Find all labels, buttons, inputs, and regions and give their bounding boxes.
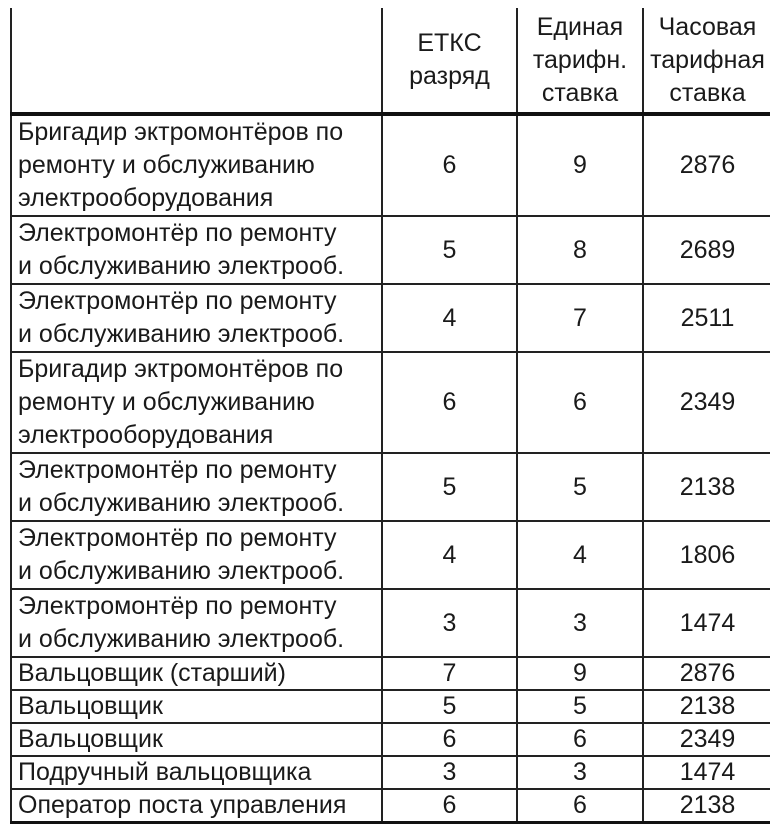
hourly-rate-cell: 2349 <box>643 723 770 756</box>
position-name-cell <box>11 352 382 453</box>
position-name-cell <box>11 114 382 216</box>
table-row <box>11 352 770 453</box>
table-header <box>11 8 770 114</box>
rank-cell: 7 <box>382 657 517 690</box>
position-name-line: электрооборудования <box>18 184 274 212</box>
position-name-line: ремонту и обслуживанию <box>18 151 315 179</box>
table-row <box>11 723 770 756</box>
position-name-cell <box>11 657 382 690</box>
unified-rate-cell: 4 <box>517 521 643 589</box>
position-name-line: Вальцовщик <box>18 692 163 720</box>
table-row <box>11 521 770 589</box>
hourly-rate-cell: 2511 <box>643 284 770 352</box>
rank-cell: 6 <box>382 114 517 216</box>
position-name-line: и обслуживанию электрооб. <box>18 625 345 653</box>
unified-rate-cell: 9 <box>517 114 643 216</box>
table-row <box>11 453 770 521</box>
header-line: ставка <box>541 78 619 107</box>
table-row <box>11 789 770 823</box>
header-line: Единая <box>536 12 624 41</box>
unified-rate-cell: 6 <box>517 789 643 823</box>
position-name-line: Электромонтёр по ремонту <box>18 592 337 620</box>
rank-cell: 3 <box>382 589 517 657</box>
hourly-rate-cell: 1474 <box>643 589 770 657</box>
header-line: Часовая <box>658 12 757 41</box>
hourly-rate-cell: 2876 <box>643 114 770 216</box>
position-name-line: Электромонтёр по ремонту <box>18 456 337 484</box>
hourly-rate-cell: 2138 <box>643 453 770 521</box>
position-name-line: Оператор поста управления <box>18 791 347 819</box>
rank-cell: 6 <box>382 352 517 453</box>
position-name-line: Электромонтёр по ремонту <box>18 287 337 315</box>
position-name-cell <box>11 284 382 352</box>
table-row <box>11 114 770 216</box>
rank-cell: 4 <box>382 521 517 589</box>
header-line: тарифн. <box>532 45 628 74</box>
unified-rate-cell: 5 <box>517 690 643 723</box>
position-name-cell <box>11 789 382 823</box>
hourly-rate-cell: 1474 <box>643 756 770 789</box>
hourly-rate-cell: 1806 <box>643 521 770 589</box>
header-line: тарифная <box>650 45 765 74</box>
rank-cell: 4 <box>382 284 517 352</box>
table-body <box>11 114 770 823</box>
header-hourly-rate <box>643 8 770 114</box>
unified-rate-cell: 6 <box>517 352 643 453</box>
position-name-line: Вальцовщик (старший) <box>18 659 286 687</box>
rank-cell: 6 <box>382 789 517 823</box>
table-row <box>11 690 770 723</box>
position-name-line: Подручный вальцовщика <box>18 758 312 786</box>
position-name-cell <box>11 756 382 789</box>
unified-rate-cell: 7 <box>517 284 643 352</box>
rank-cell: 3 <box>382 756 517 789</box>
position-name-line: Вальцовщик <box>18 725 163 753</box>
unified-rate-cell: 5 <box>517 453 643 521</box>
header-etks-rank <box>382 8 517 114</box>
position-name-cell <box>11 521 382 589</box>
header-line: разряд <box>409 62 490 90</box>
hourly-rate-cell: 2349 <box>643 352 770 453</box>
rank-cell: 5 <box>382 216 517 284</box>
position-name-line: электрооборудования <box>18 421 274 449</box>
position-name-cell <box>11 453 382 521</box>
table-row <box>11 216 770 284</box>
position-name-line: Бригадир эктромонтёров по <box>18 118 344 146</box>
position-name-line: и обслуживанию электрооб. <box>18 557 345 585</box>
table-row <box>11 756 770 789</box>
position-name-cell <box>11 589 382 657</box>
unified-rate-cell: 6 <box>517 723 643 756</box>
position-name-line: ремонту и обслуживанию <box>18 388 315 416</box>
header-line: ставка <box>669 78 746 107</box>
hourly-rate-cell: 2689 <box>643 216 770 284</box>
hourly-rate-cell: 2876 <box>643 657 770 690</box>
unified-rate-cell: 9 <box>517 657 643 690</box>
header-empty-cell <box>11 8 382 114</box>
header-line: ЕТКС <box>417 29 482 57</box>
hourly-rate-cell: 2138 <box>643 789 770 823</box>
rank-cell: 6 <box>382 723 517 756</box>
table-row <box>11 589 770 657</box>
rank-cell: 5 <box>382 690 517 723</box>
position-name-cell <box>11 723 382 756</box>
position-name-line: и обслуживанию электрооб. <box>18 489 345 517</box>
position-name-line: и обслуживанию электрооб. <box>18 320 345 348</box>
unified-rate-cell: 8 <box>517 216 643 284</box>
position-name-cell <box>11 690 382 723</box>
tariff-table <box>10 8 770 824</box>
position-name-line: Бригадир эктромонтёров по <box>18 355 344 383</box>
position-name-line: и обслуживанию электрооб. <box>18 252 345 280</box>
header-unified-rate <box>517 8 643 114</box>
position-name-line: Электромонтёр по ремонту <box>18 219 337 247</box>
rank-cell: 5 <box>382 453 517 521</box>
position-name-cell <box>11 216 382 284</box>
unified-rate-cell: 3 <box>517 589 643 657</box>
table-row <box>11 284 770 352</box>
table-row <box>11 657 770 690</box>
header-row <box>11 8 770 114</box>
hourly-rate-cell: 2138 <box>643 690 770 723</box>
position-name-line: Электромонтёр по ремонту <box>18 524 337 552</box>
unified-rate-cell: 3 <box>517 756 643 789</box>
